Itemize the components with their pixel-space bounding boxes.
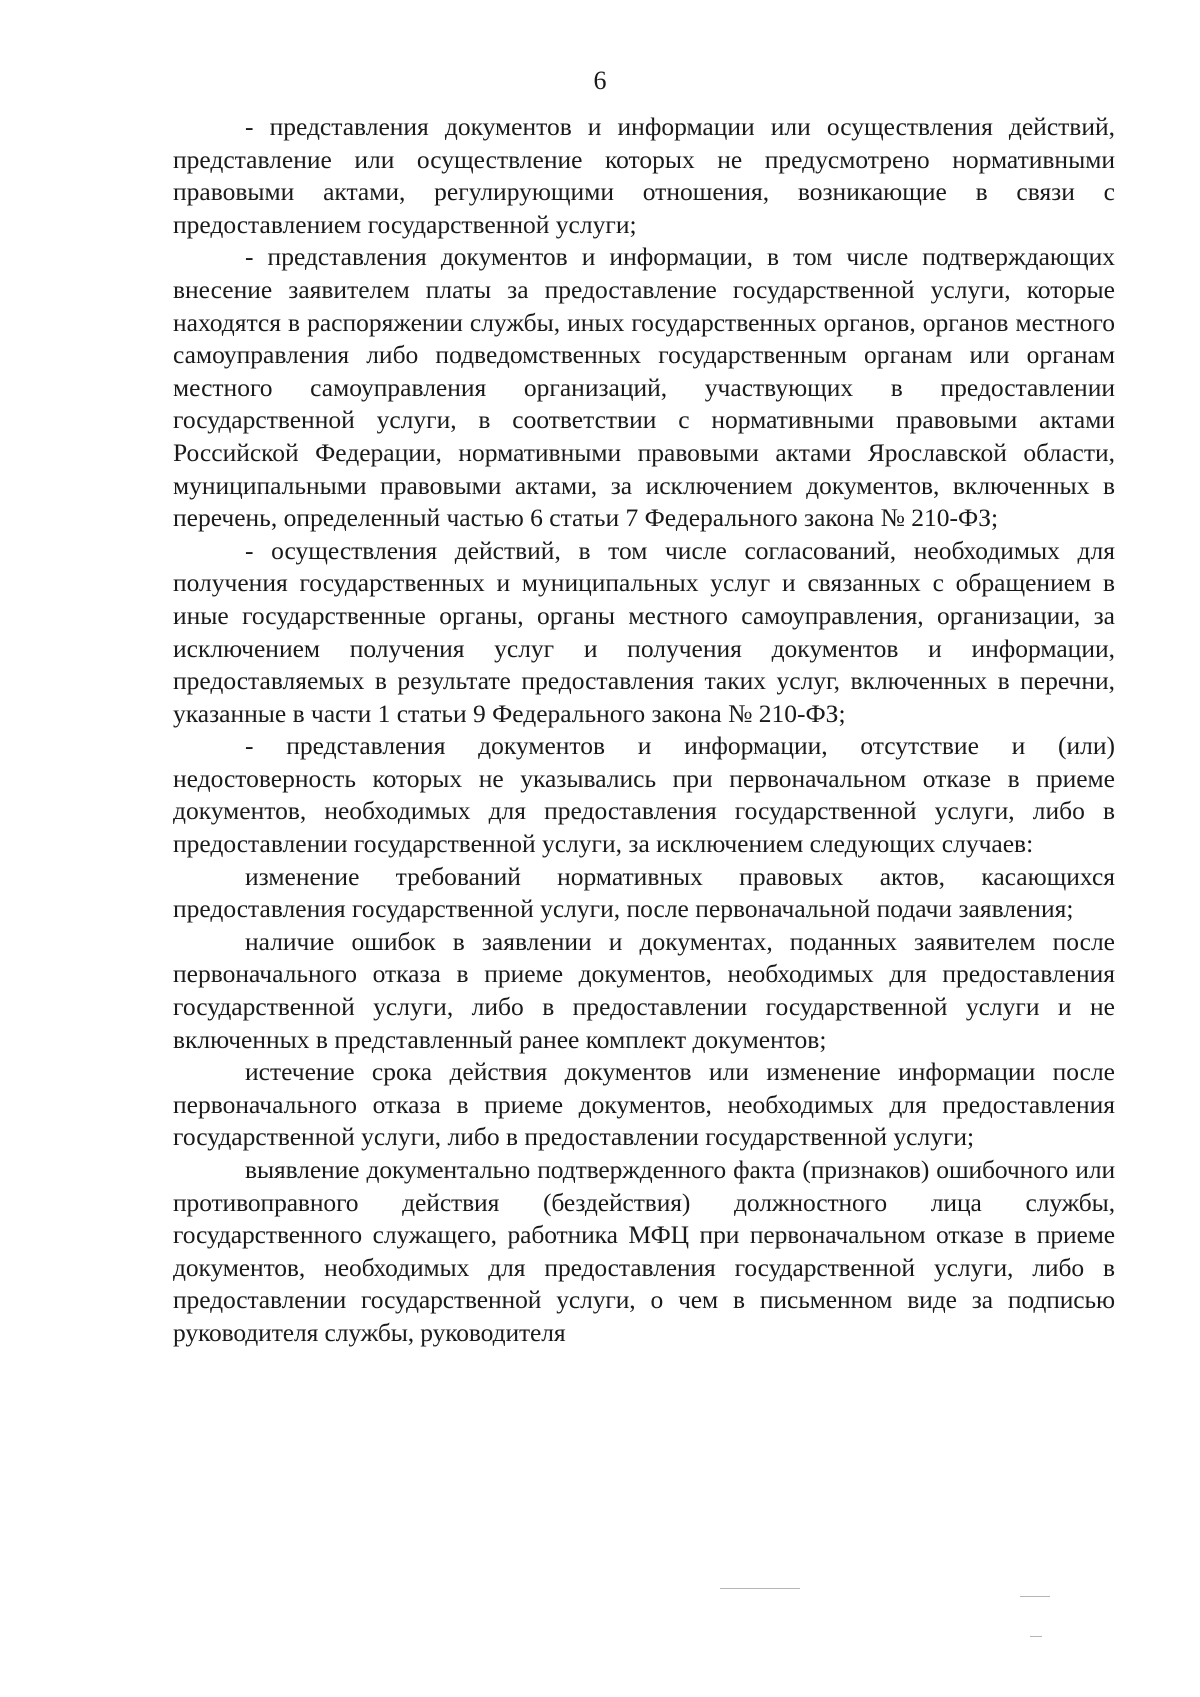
page-number: 6 [593, 66, 607, 95]
paragraph-3: - осуществления действий, в том числе согласований, необходимых для получения государственных и муниципальных услуг и связанных с обращением в иные государственные органы, органы местного самоуправления, организации, за исключением получения услуг и получения документов и информации, предоставляемых в результате предоставления таких услуг, включенных в перечни, указанные в части 1 статьи 9 Федерального закона № 210-ФЗ; [173, 535, 1115, 728]
scan-artifact [720, 1588, 800, 1589]
paragraph-7: истечение срока действия документов или изменение информации после первоначального отказа в приеме документов, необходимых для предоставления государственной услуги, либо в предоставлении государственной услуги; [173, 1057, 1115, 1152]
paragraph-5: изменение требований нормативных правовых актов, касающихся предоставления государственной услуги, после первоначальной подачи заявления; [173, 861, 1115, 924]
paragraph-6: наличие ошибок в заявлении и документах, поданных заявителем после первоначального отказа в приеме документов, необходимых для предоставления государственной услуги, либо в предоставлении государственной услуги и не включенных в представленный ранее комплект документов; [173, 926, 1115, 1054]
scan-artifact [1030, 1636, 1042, 1637]
paragraph-4: - представления документов и информации, отсутствие и (или) недостоверность которых не указывались при первоначальном отказе в приеме документов, необходимых для предоставления государственной услуги, либо в предоставлении государственной услуги, за исключением следующих случаев: [173, 731, 1115, 859]
document-body [173, 111, 1115, 1350]
paragraph-1: - представления документов и информации или осуществления действий, представление или осуществление которых не предусмотрено нормативными правовыми актами, регулирующими отношения, возникающие в связи с предоставлением государственной услуги; [173, 112, 1115, 239]
scan-artifact [1020, 1596, 1050, 1597]
paragraph-2: - представления документов и информации, в том числе подтверждающих внесение заявителем платы за предоставление государственной услуги, которые находятся в распоряжении службы, иных государственных органов, органов местного самоуправления либо подведомственных государственным органам или органам местного самоуправления организаций, участвующих в предоставлении государственной услуги, в соответствии с нормативными правовыми актами Российской Федерации, нормативными правовыми актами Ярославской области, муниципальными правовыми актами, за исключением документов, включенных в перечень, определенный частью 6 статьи 7 Федерального закона № 210-ФЗ; [173, 242, 1115, 533]
paragraph-8: выявление документально подтвержденного факта (признаков) ошибочного или противоправного действия (бездействия) должностного лица службы, государственного служащего, работника МФЦ при первоначальном отказе в приеме документов, необходимых для предоставления государственной услуги, либо в предоставлении государственной услуги, о чем в письменном виде за подписью руководителя службы, руководителя [173, 1155, 1115, 1347]
